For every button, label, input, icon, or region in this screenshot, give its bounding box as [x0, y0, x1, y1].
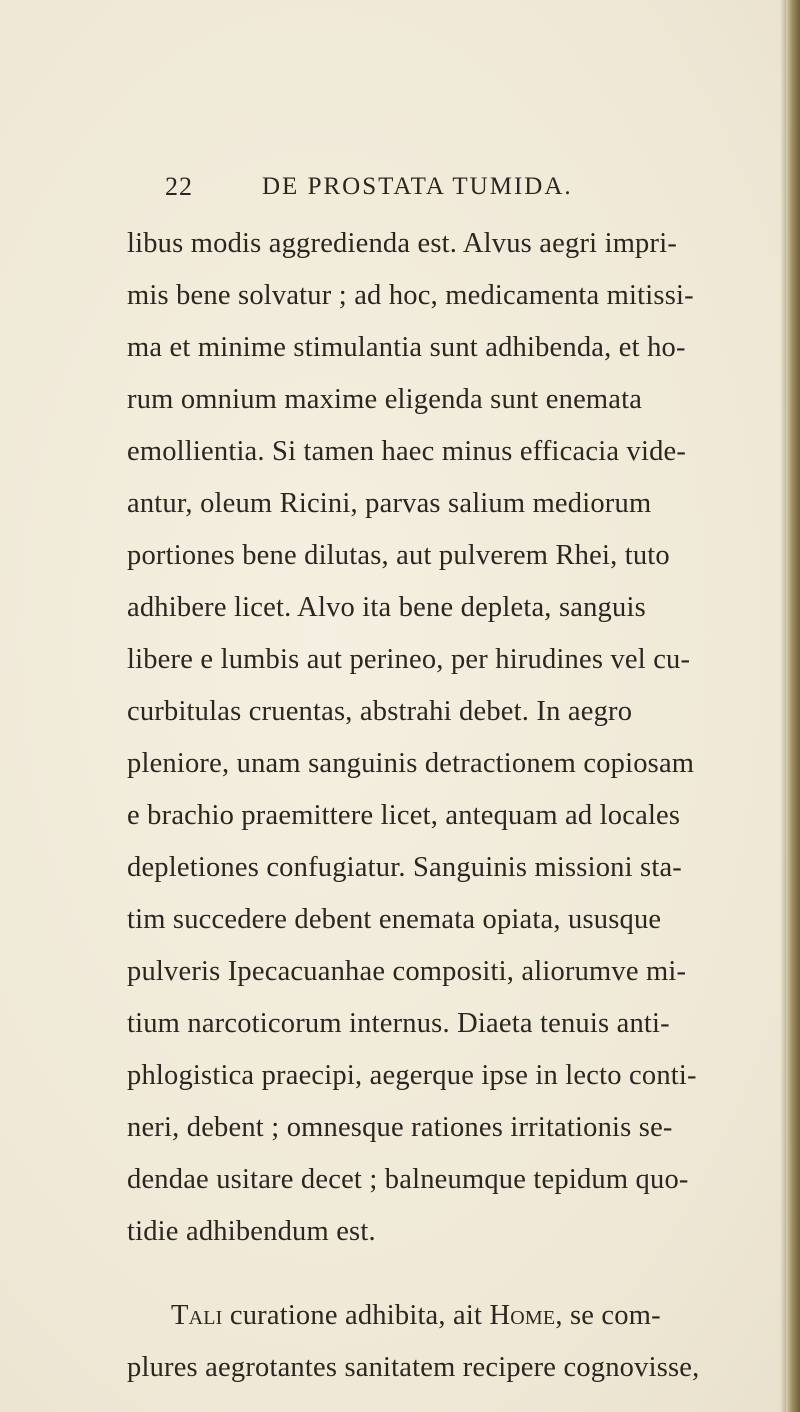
text-line: pulveris Ipecacuanhae compositi, aliorumve mi- [127, 956, 687, 987]
text-line: tim succedere debent enemata opiata, ususque [127, 904, 662, 935]
text-line: ma et minime stimulantia sunt adhibenda, et ho- [127, 332, 686, 363]
text-line: dendae usitare decet ; balneumque tepidum quo- [127, 1164, 689, 1195]
text-run: curatione adhibita, ait [222, 1300, 490, 1331]
text-line: rum omnium maxime eligenda sunt enemata [127, 384, 643, 415]
text-line: phlogistica praecipi, aegerque ipse in lecto conti- [127, 1060, 697, 1091]
text-line: tidie adhibendum est. [127, 1216, 376, 1247]
text-line: emollientia. Si tamen haec minus efficacia vide- [127, 436, 687, 467]
page-edge [786, 0, 800, 1412]
text-line: adhibere licet. Alvo ita bene depleta, sanguis [127, 592, 646, 623]
text-line: portiones bene dilutas, aut pulverem Rhei, tuto [127, 540, 670, 571]
text-line: curbitulas cruentas, abstrahi debet. In aegro [127, 696, 633, 727]
text-run: , se com- [555, 1300, 661, 1331]
small-caps-name: Home [489, 1300, 556, 1331]
page-number: 22 [165, 172, 193, 201]
text-line: libere e lumbis aut perineo, per hirudines vel cu- [127, 644, 691, 675]
text-line: depletiones confugiatur. Sanguinis missioni sta- [127, 852, 682, 883]
text-line: libus modis aggredienda est. Alvus aegri impri- [127, 228, 678, 259]
text-line: neri, debent ; omnesque rationes irritationis se- [127, 1112, 673, 1143]
paragraph-line [171, 1300, 661, 1332]
text-line: mis bene solvatur ; ad hoc, medicamenta mitissi- [127, 280, 694, 311]
small-caps-word: Tali [171, 1300, 223, 1331]
text-line: tium narcoticorum internus. Diaeta tenuis anti- [127, 1008, 670, 1039]
text-line: antur, oleum Ricini, parvas salium mediorum [127, 488, 652, 519]
text-line: e brachio praemittere licet, antequam ad locales [127, 800, 681, 831]
text-line: plures aegrotantes sanitatem recipere cognovisse, [127, 1352, 700, 1383]
running-head: DE PROSTATA TUMIDA. [262, 173, 573, 200]
text-line: pleniore, unam sanguinis detractionem copiosam [127, 748, 695, 779]
